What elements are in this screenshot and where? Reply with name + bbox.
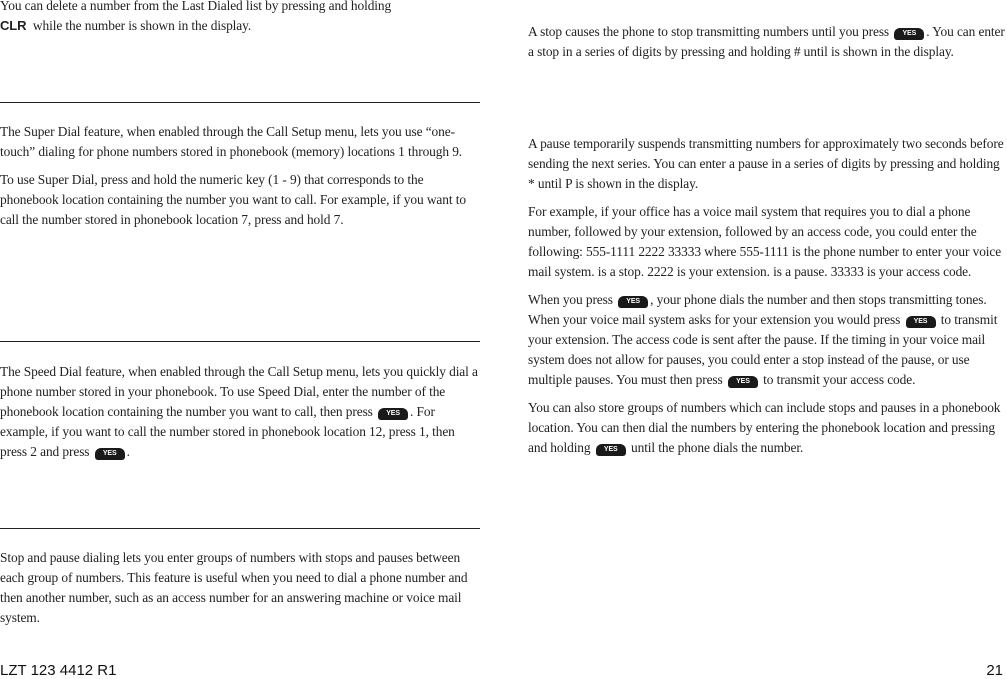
speed-dial-text: The Speed Dial feature, when enabled through the Call Setup menu, lets you quickly dial a phone number stored in your phonebook. To use Speed Dial, enter the number of the phonebook location containing the number you want to call, then press YES . For example, if you want to call the number stored in phonebook location 12, press 1, then press 2 and press YES . <box>0 364 478 459</box>
super-dial-section <box>0 122 480 230</box>
super-dial-intro: The Super Dial feature, when enabled through the Call Setup menu, lets you use “one-touch” dialing for phone numbers stored in phonebook (memory) locations 1 through 9. <box>0 124 463 159</box>
section-divider <box>0 528 480 529</box>
pause-phonebook: You can also store groups of numbers which can include stops and pauses in a phonebook location. You can then dial the numbers by entering the phonebook location and pressing and holding YES until the phone dials the number. <box>528 400 1001 455</box>
yes-key-icon: YES <box>596 444 626 456</box>
section-divider <box>0 102 480 103</box>
speed-dial-section <box>0 362 480 462</box>
yes-key-icon: YES <box>378 408 408 420</box>
stop-pause-intro: Stop and pause dialing lets you enter groups of numbers with stops and pauses between each group of numbers. This feature is useful when you need to dial a phone number and then another number, such as an access number for an answering machine or voice mail system. <box>0 550 468 625</box>
yes-key-icon: YES <box>95 448 125 460</box>
pause-intro: A pause temporarily suspends transmitting numbers for approximately two seconds before sending the next series. You can enter a pause in a series of digits by pressing and holding * until P is shown in the display. <box>528 136 1004 191</box>
document-id: LZT 123 4412 R1 <box>0 662 117 679</box>
section-divider <box>0 341 480 342</box>
clr-key-icon: CLR <box>0 18 27 33</box>
pause-section <box>528 134 1007 458</box>
stop-text: A stop causes the phone to stop transmitting numbers until you press YES . You can enter a stop in a series of digits by pressing and holding # until is shown in the display. <box>528 24 1005 59</box>
pause-dialing: When you press YES , your phone dials the number and then stops transmitting tones. When your voice mail system asks for your extension you would press YES to transmit your extension. The access code is sent after the pause. If the timing in your voice mail system does not allow for pauses, you could enter a stop instead of the pause, or use multiple pauses. You must then press YES to transmit your access code. <box>528 292 998 387</box>
last-dialed-text: You can delete a number from the Last Dialed list by pressing and holding CLR while the number is shown in the display. <box>0 0 392 33</box>
yes-key-icon: YES <box>618 296 648 308</box>
last-dialed-section <box>0 0 480 36</box>
page-number: 21 <box>986 662 1003 679</box>
yes-key-icon: YES <box>894 28 924 40</box>
super-dial-usage: To use Super Dial, press and hold the numeric key (1 - 9) that corresponds to the phonebook location containing the number you want to call. For example, if you want to call the number stored in phonebook location 7, press and hold 7. <box>0 172 466 227</box>
stop-pause-section <box>0 548 480 628</box>
pause-example: For example, if your office has a voice mail system that requires you to dial a phone number, followed by your extension, followed by an access code, you could enter the following: 555-1111 2222 33333 where 555-1111 is the phone number to enter your voice mail system. is a stop. 2222 is your extension. is a pause. 33333 is your access code. <box>528 204 1002 279</box>
yes-key-icon: YES <box>906 316 936 328</box>
stop-section <box>528 22 1007 62</box>
yes-key-icon: YES <box>728 376 758 388</box>
